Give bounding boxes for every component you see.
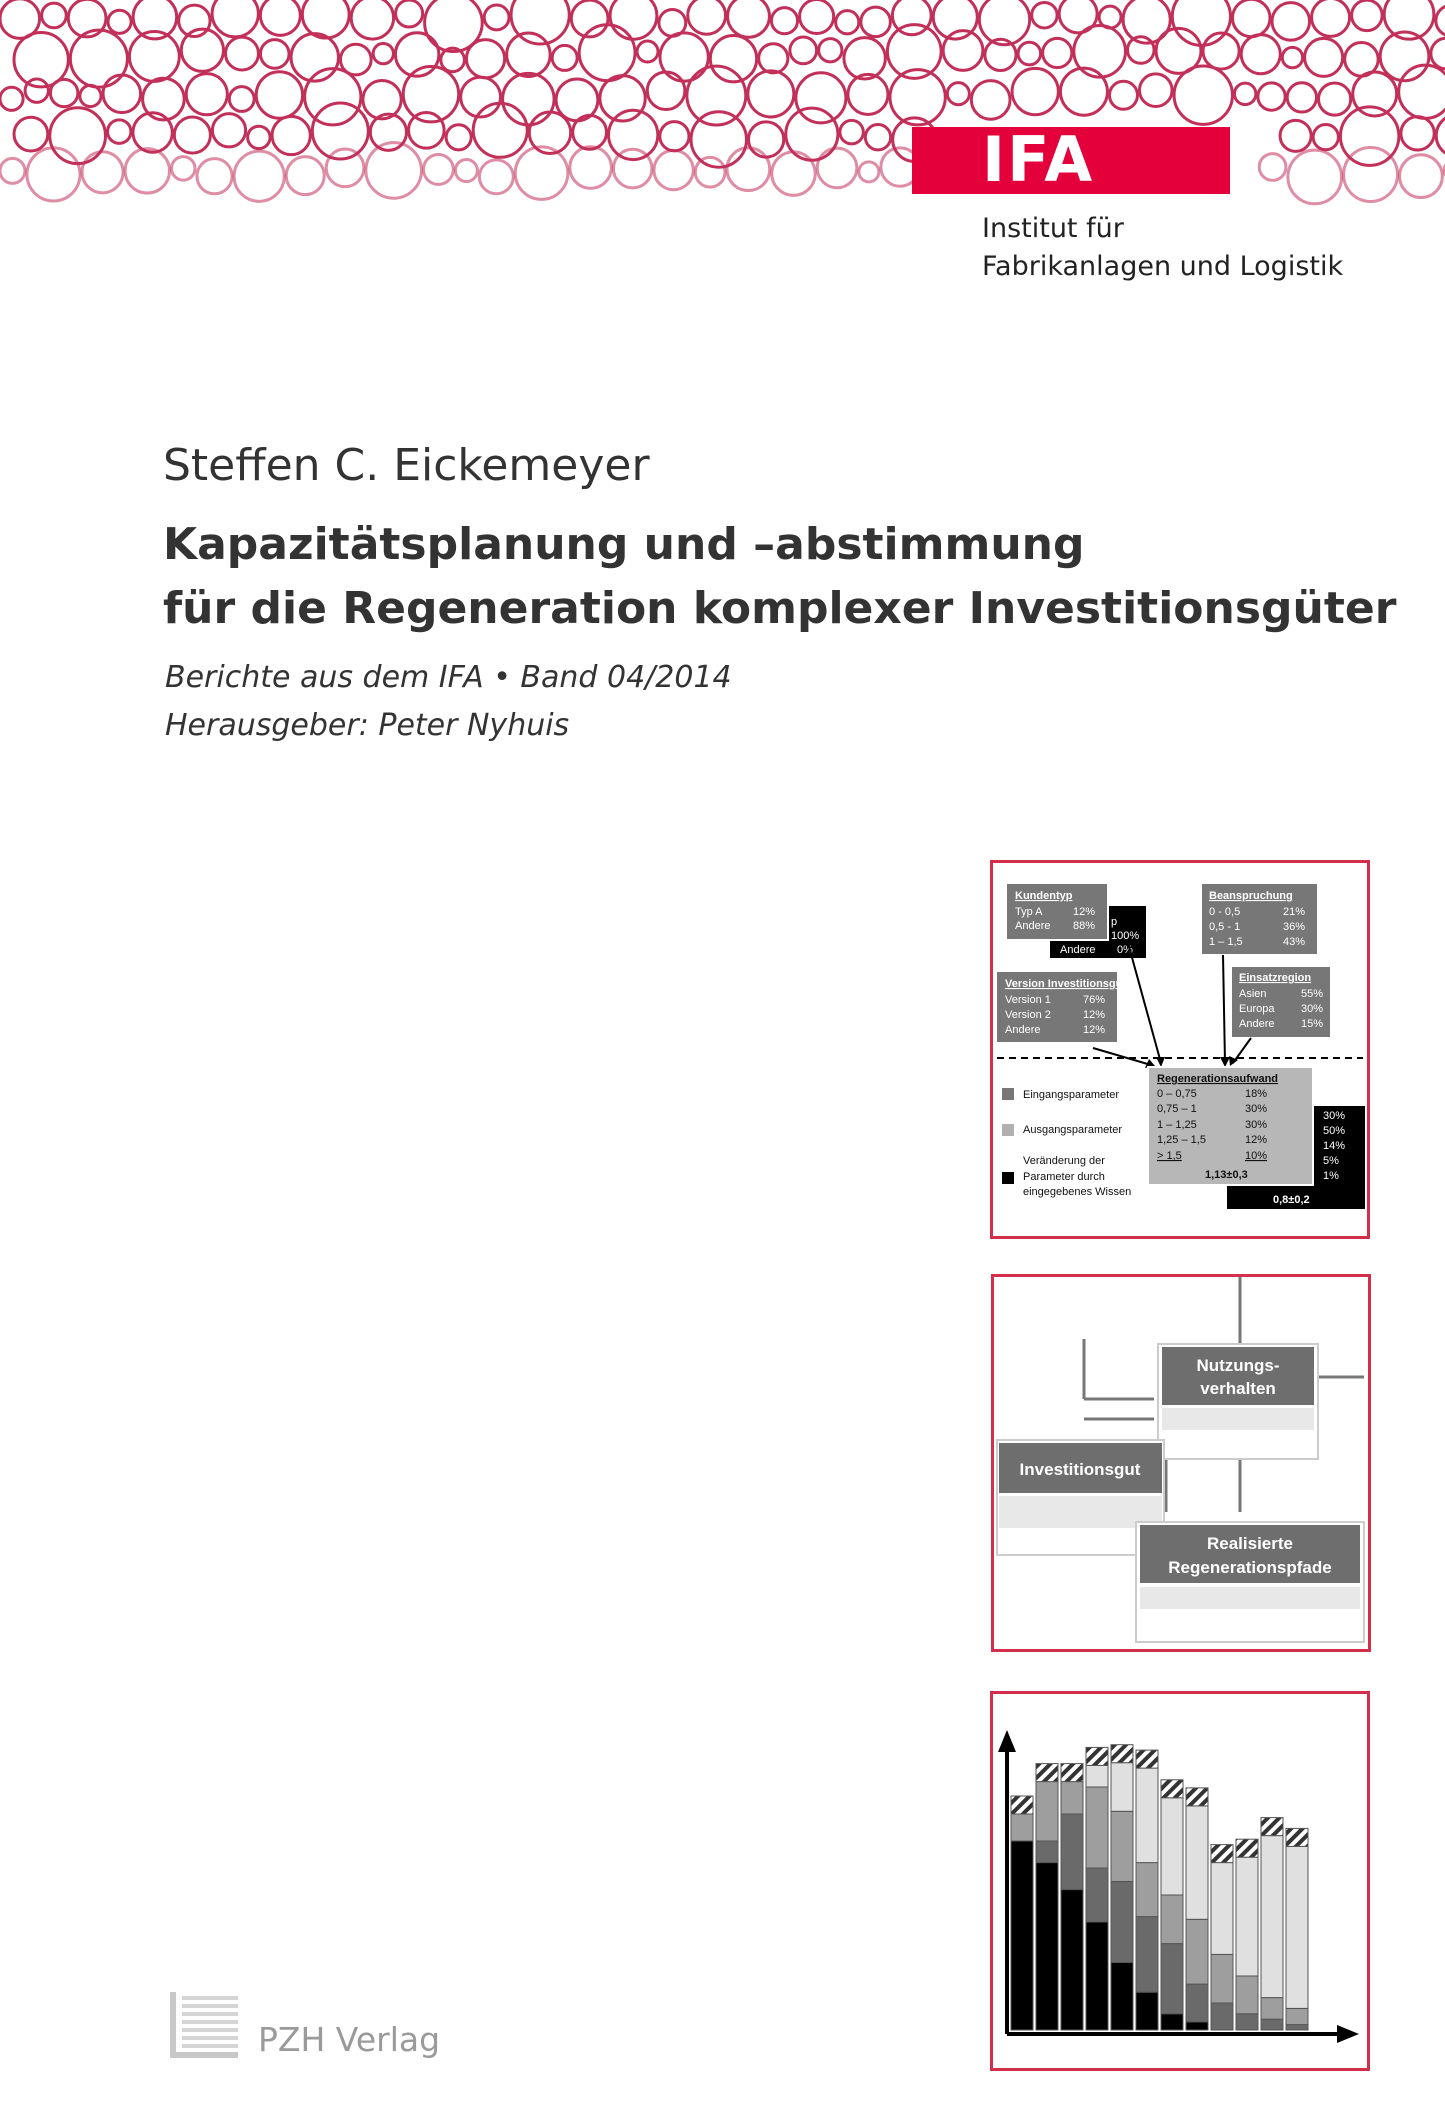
bubble — [819, 39, 842, 62]
bubble — [570, 147, 612, 189]
bar-segment — [1261, 2019, 1283, 2030]
bubble — [800, 0, 834, 34]
institute-line-2: Fabrikanlagen und Logistik — [982, 251, 1344, 282]
legend-change-1: Veränderung der — [1023, 1155, 1105, 1167]
bubble — [1172, 0, 1230, 45]
bubble — [351, 0, 393, 39]
regen-row4-value: 12% — [1245, 1134, 1268, 1146]
bubble — [108, 120, 131, 143]
bubble — [50, 108, 106, 164]
bubble — [971, 81, 1010, 120]
bubble — [1282, 47, 1302, 67]
bubble — [1436, 5, 1445, 36]
bubble — [423, 154, 453, 184]
bubble — [125, 149, 169, 193]
bs-row3-label: 1 – 1,5 — [1209, 936, 1243, 948]
bubble — [772, 152, 815, 195]
bar-segment — [1161, 1944, 1183, 2014]
bubble — [1305, 38, 1343, 76]
bubble — [103, 75, 141, 113]
bubble — [260, 40, 289, 69]
bar-segment — [1186, 2022, 1208, 2030]
bubble — [272, 116, 310, 154]
bubble — [947, 83, 969, 105]
bar-segment — [1036, 1841, 1058, 1863]
bubble — [1431, 38, 1445, 69]
beanspruchung-title: Beanspruchung — [1209, 890, 1293, 902]
bubble — [0, 158, 25, 183]
regen-row3-value: 30% — [1245, 1119, 1268, 1131]
bubble — [660, 122, 689, 151]
bubble — [479, 160, 513, 194]
bar-segment — [1286, 2008, 1308, 2024]
regen-row2-value: 30% — [1245, 1103, 1268, 1115]
bubble — [1032, 3, 1057, 28]
bubble — [197, 159, 232, 194]
bar-hatched-cap — [1236, 1839, 1258, 1857]
publisher-name: PZH Verlag — [258, 2020, 441, 2059]
bubble — [1127, 37, 1154, 64]
bar-hatched-cap — [1061, 1764, 1083, 1782]
bar-segment — [1211, 1954, 1233, 2003]
bar-segment — [1061, 1782, 1083, 1814]
bar-segment — [1011, 1814, 1033, 1841]
bar-segment — [1136, 1768, 1158, 1863]
bar-segment — [1236, 1976, 1258, 2014]
bubble — [844, 38, 885, 79]
bubble — [688, 0, 726, 34]
nutzungsverhalten-line1: Nutzungs- — [1196, 1356, 1280, 1375]
series-info — [165, 654, 732, 750]
bs-row2-label: 0,5 - 1 — [1209, 921, 1241, 933]
bubble — [212, 0, 258, 37]
bar-hatched-cap — [1111, 1745, 1133, 1763]
bubble — [579, 25, 635, 81]
legend-swatch-change — [1002, 1172, 1014, 1184]
bar-segment — [1136, 1992, 1158, 2030]
bar-segment — [1236, 1857, 1258, 1976]
kt-changed-v1: 100% — [1111, 930, 1140, 942]
bubble — [573, 115, 607, 149]
bubble — [260, 0, 300, 35]
network-diagram — [993, 863, 1367, 1236]
changed-value-5: 1% — [1323, 1170, 1339, 1182]
bubble — [1139, 74, 1172, 107]
er-row3-value: 15% — [1301, 1018, 1324, 1030]
bubble — [326, 149, 364, 187]
bar-hatched-cap — [1286, 1828, 1308, 1846]
nutzungsverhalten-line2: verhalten — [1200, 1379, 1276, 1398]
einsatzregion-title: Einsatzregion — [1239, 972, 1312, 984]
bar-hatched-cap — [1186, 1788, 1208, 1806]
bubble — [42, 3, 67, 28]
bars — [1011, 1745, 1308, 2030]
bubble — [14, 117, 48, 151]
regen-result: 1,13±0,3 — [1205, 1169, 1248, 1181]
bar-segment — [1186, 1919, 1208, 1984]
bubble — [25, 79, 48, 102]
bubble — [212, 114, 245, 147]
bubble — [248, 126, 270, 148]
legend-swatch-input — [1002, 1088, 1014, 1100]
er-row1-value: 55% — [1301, 988, 1324, 1000]
bar-segment — [1086, 1765, 1108, 1787]
y-axis-arrow — [998, 1730, 1016, 1752]
regenerationspfade-line1: Realisierte — [1207, 1534, 1293, 1553]
legend-change-2: Parameter durch — [1023, 1171, 1105, 1183]
bubble — [1400, 155, 1443, 198]
bubble — [1312, 0, 1350, 36]
author: Steffen C. Eickemeyer — [163, 440, 650, 491]
er-row1-label: Asien — [1239, 988, 1267, 1000]
pzh-logo — [166, 1990, 246, 2062]
bar-segment — [1086, 1787, 1108, 1868]
bar-segment — [1111, 1963, 1133, 2031]
bubble — [186, 74, 227, 115]
bs-row3-value: 43% — [1283, 936, 1306, 948]
kundentyp-title: Kundentyp — [1015, 890, 1073, 902]
bubble — [1344, 148, 1398, 202]
regen-row1-label: 0 – 0,75 — [1157, 1088, 1197, 1100]
bubble — [1109, 81, 1137, 109]
bubble — [1288, 150, 1342, 204]
bubble — [637, 41, 658, 62]
bar-segment — [1036, 1782, 1058, 1841]
bar-segment — [1186, 1806, 1208, 1919]
bubble — [979, 0, 1029, 45]
bs-row2-value: 36% — [1283, 921, 1306, 933]
bar-segment — [1211, 2003, 1233, 2030]
regen-row3-label: 1 – 1,25 — [1157, 1119, 1197, 1131]
title-line-1: Kapazitätsplanung und –abstimmung — [163, 519, 1085, 570]
bubble — [229, 87, 254, 112]
bar-segment — [1186, 1984, 1208, 2022]
vs-row2-value: 12% — [1083, 1009, 1106, 1021]
bubble — [647, 72, 685, 110]
bubble — [710, 35, 756, 81]
bubble — [790, 37, 817, 64]
bar-segment — [1261, 1836, 1283, 1998]
figure-chart-panel — [990, 1691, 1370, 2071]
bubble — [503, 73, 554, 124]
bubble — [484, 5, 509, 30]
bubble — [171, 157, 194, 180]
bar-hatched-cap — [1136, 1750, 1158, 1768]
bubble — [133, 113, 172, 152]
bar-segment — [1136, 1917, 1158, 1993]
bubble — [836, 11, 859, 34]
bubble — [446, 125, 471, 150]
kt-changed-p: p — [1111, 916, 1118, 928]
bubble — [728, 0, 770, 37]
bubble — [256, 72, 302, 118]
bubble — [50, 79, 77, 106]
changed-value-2: 50% — [1323, 1125, 1346, 1137]
kt-row1-label: Typ A — [1015, 906, 1043, 918]
legend-change-3: eingegebenes Wissen — [1023, 1186, 1132, 1198]
bubble — [552, 45, 577, 70]
bar-segment — [1286, 1846, 1308, 2008]
vs-row1-value: 76% — [1083, 994, 1106, 1006]
bar-segment — [1086, 1868, 1108, 1922]
kt-changed-label2: Andere — [1060, 944, 1096, 956]
bubble — [396, 0, 423, 27]
stacked-bar-chart — [993, 1694, 1367, 2068]
bubble — [796, 73, 846, 123]
regenerationspfade-body — [1140, 1587, 1360, 1609]
bubble — [654, 150, 693, 189]
bubble — [610, 0, 657, 39]
bar-segment — [1236, 2014, 1258, 2030]
bubble — [515, 147, 568, 200]
bubble — [1232, 0, 1270, 37]
blocks-diagram — [994, 1277, 1368, 1649]
bubble — [0, 87, 23, 110]
bubble — [1319, 83, 1351, 115]
kt-row2-label: Andere — [1015, 920, 1051, 932]
title-line-2: für die Regeneration komplexer Investitionsgüter — [163, 583, 1397, 634]
bar-segment — [1136, 1863, 1158, 1917]
bar-segment — [1161, 1895, 1183, 1944]
bubble — [302, 0, 349, 38]
bubble — [1436, 115, 1445, 157]
bar-segment — [1011, 1841, 1033, 2030]
kt-row2-value: 88% — [1073, 920, 1096, 932]
x-axis-arrow — [1337, 2025, 1359, 2043]
bubble — [1352, 0, 1383, 31]
regen-title: Regenerationsaufwand — [1157, 1073, 1279, 1085]
investitionsgut-label: Investitionsgut — [1019, 1460, 1141, 1479]
bubble — [1401, 117, 1434, 150]
changed-value-4: 5% — [1323, 1155, 1339, 1167]
bubble — [848, 74, 888, 114]
kt-changed-v2: 0% — [1117, 944, 1133, 956]
bubble — [748, 122, 783, 157]
bubble — [1258, 83, 1285, 110]
bubble — [507, 33, 550, 76]
bs-row1-value: 21% — [1283, 906, 1306, 918]
bar-segment — [1161, 1798, 1183, 1895]
bs-row1-label: 0 - 0,5 — [1209, 906, 1241, 918]
bubble — [771, 8, 797, 34]
bar-segment — [1061, 1814, 1083, 1890]
bubble — [373, 43, 393, 63]
institute-line-1: Institut für — [982, 213, 1124, 244]
bar-segment — [1111, 1882, 1133, 1963]
bubble — [748, 71, 794, 117]
bubble — [286, 157, 324, 195]
legend-output: Ausgangsparameter — [1023, 1124, 1123, 1136]
ifa-logo-text: IFA — [982, 123, 1095, 196]
bubble — [225, 37, 258, 70]
editor-line: Herausgeber: Peter Nyhuis — [165, 708, 570, 743]
bar-segment — [1036, 1863, 1058, 2030]
bar-hatched-cap — [1161, 1780, 1183, 1798]
bar-segment — [1111, 1763, 1133, 1812]
bubble — [865, 125, 890, 150]
bubble — [1234, 83, 1255, 104]
bubble — [613, 149, 652, 188]
bubble — [817, 148, 857, 188]
bubble — [840, 120, 863, 143]
bubble — [1018, 42, 1041, 65]
bubble — [363, 81, 401, 119]
bar-segment — [1161, 2014, 1183, 2030]
regenerationspfade-line2: Regenerationspfade — [1168, 1558, 1332, 1577]
bubble — [859, 162, 879, 182]
bubble — [82, 152, 123, 193]
bubble — [133, 0, 177, 39]
bar-hatched-cap — [1261, 1818, 1283, 1836]
bubble — [695, 157, 725, 187]
vs-row1-label: Version 1 — [1005, 994, 1051, 1006]
bubble — [1272, 3, 1310, 41]
bubble — [234, 151, 284, 201]
bubble — [70, 30, 127, 87]
figure-blocks-panel — [991, 1274, 1371, 1652]
bubble — [27, 148, 80, 201]
bubble — [1280, 120, 1311, 151]
changed-result: 0,8±0,2 — [1273, 1194, 1310, 1206]
version-title: Version Investitionsgut — [1005, 978, 1127, 990]
er-row2-value: 30% — [1301, 1003, 1324, 1015]
er-row2-label: Europa — [1239, 1003, 1275, 1015]
figure-network-panel — [990, 860, 1370, 1239]
bubble — [466, 40, 504, 78]
bar-segment — [1286, 2025, 1308, 2030]
changed-value-1: 30% — [1323, 1110, 1346, 1122]
bubble — [473, 103, 527, 157]
bubble — [305, 69, 361, 125]
institute-name — [982, 210, 1343, 286]
bubble — [1012, 68, 1058, 114]
bubble — [1043, 38, 1072, 67]
bubble — [759, 44, 788, 73]
regen-row4-label: 1,25 – 1,5 — [1157, 1134, 1206, 1146]
vs-row3-value: 12% — [1083, 1024, 1106, 1036]
legend-swatch-output — [1002, 1124, 1014, 1136]
er-row3-label: Andere — [1239, 1018, 1275, 1030]
bubble — [1174, 66, 1232, 124]
bubble — [1287, 83, 1316, 112]
bubble — [660, 33, 708, 81]
regen-row2-label: 0,75 – 1 — [1157, 1103, 1197, 1115]
bubble — [1259, 154, 1286, 181]
bar-hatched-cap — [1211, 1845, 1233, 1863]
vs-row3-label: Andere — [1005, 1024, 1041, 1036]
bubble — [108, 10, 131, 33]
bar-hatched-cap — [1011, 1796, 1033, 1814]
bubble — [455, 159, 477, 181]
bubble — [174, 117, 210, 153]
regen-row1-value: 18% — [1245, 1088, 1268, 1100]
bubble — [1313, 124, 1338, 149]
book-title — [163, 513, 1396, 641]
kt-row1-value: 12% — [1073, 906, 1096, 918]
bar-segment — [1211, 1863, 1233, 1955]
regen-row5-label: > 1,5 — [1157, 1150, 1182, 1162]
series-line: Berichte aus dem IFA • Band 04/2014 — [165, 660, 732, 695]
vs-row2-label: Version 2 — [1005, 1009, 1051, 1021]
changed-value-3: 14% — [1323, 1140, 1346, 1152]
bubble — [409, 113, 445, 149]
bubble — [1060, 68, 1107, 115]
bar-hatched-cap — [1036, 1764, 1058, 1782]
regen-row5-value: 10% — [1245, 1150, 1268, 1162]
nutzungsverhalten-body — [1162, 1408, 1314, 1430]
bubble — [1241, 35, 1280, 74]
bar-segment — [1086, 1922, 1108, 2030]
bubble — [727, 148, 770, 191]
bar-segment — [1111, 1811, 1133, 1881]
bar-hatched-cap — [1086, 1747, 1108, 1765]
bar-segment — [1261, 1998, 1283, 2020]
legend-input: Eingangsparameter — [1023, 1089, 1120, 1101]
bubble — [80, 85, 101, 106]
bar-segment — [1061, 1890, 1083, 2030]
bubble — [861, 7, 891, 37]
